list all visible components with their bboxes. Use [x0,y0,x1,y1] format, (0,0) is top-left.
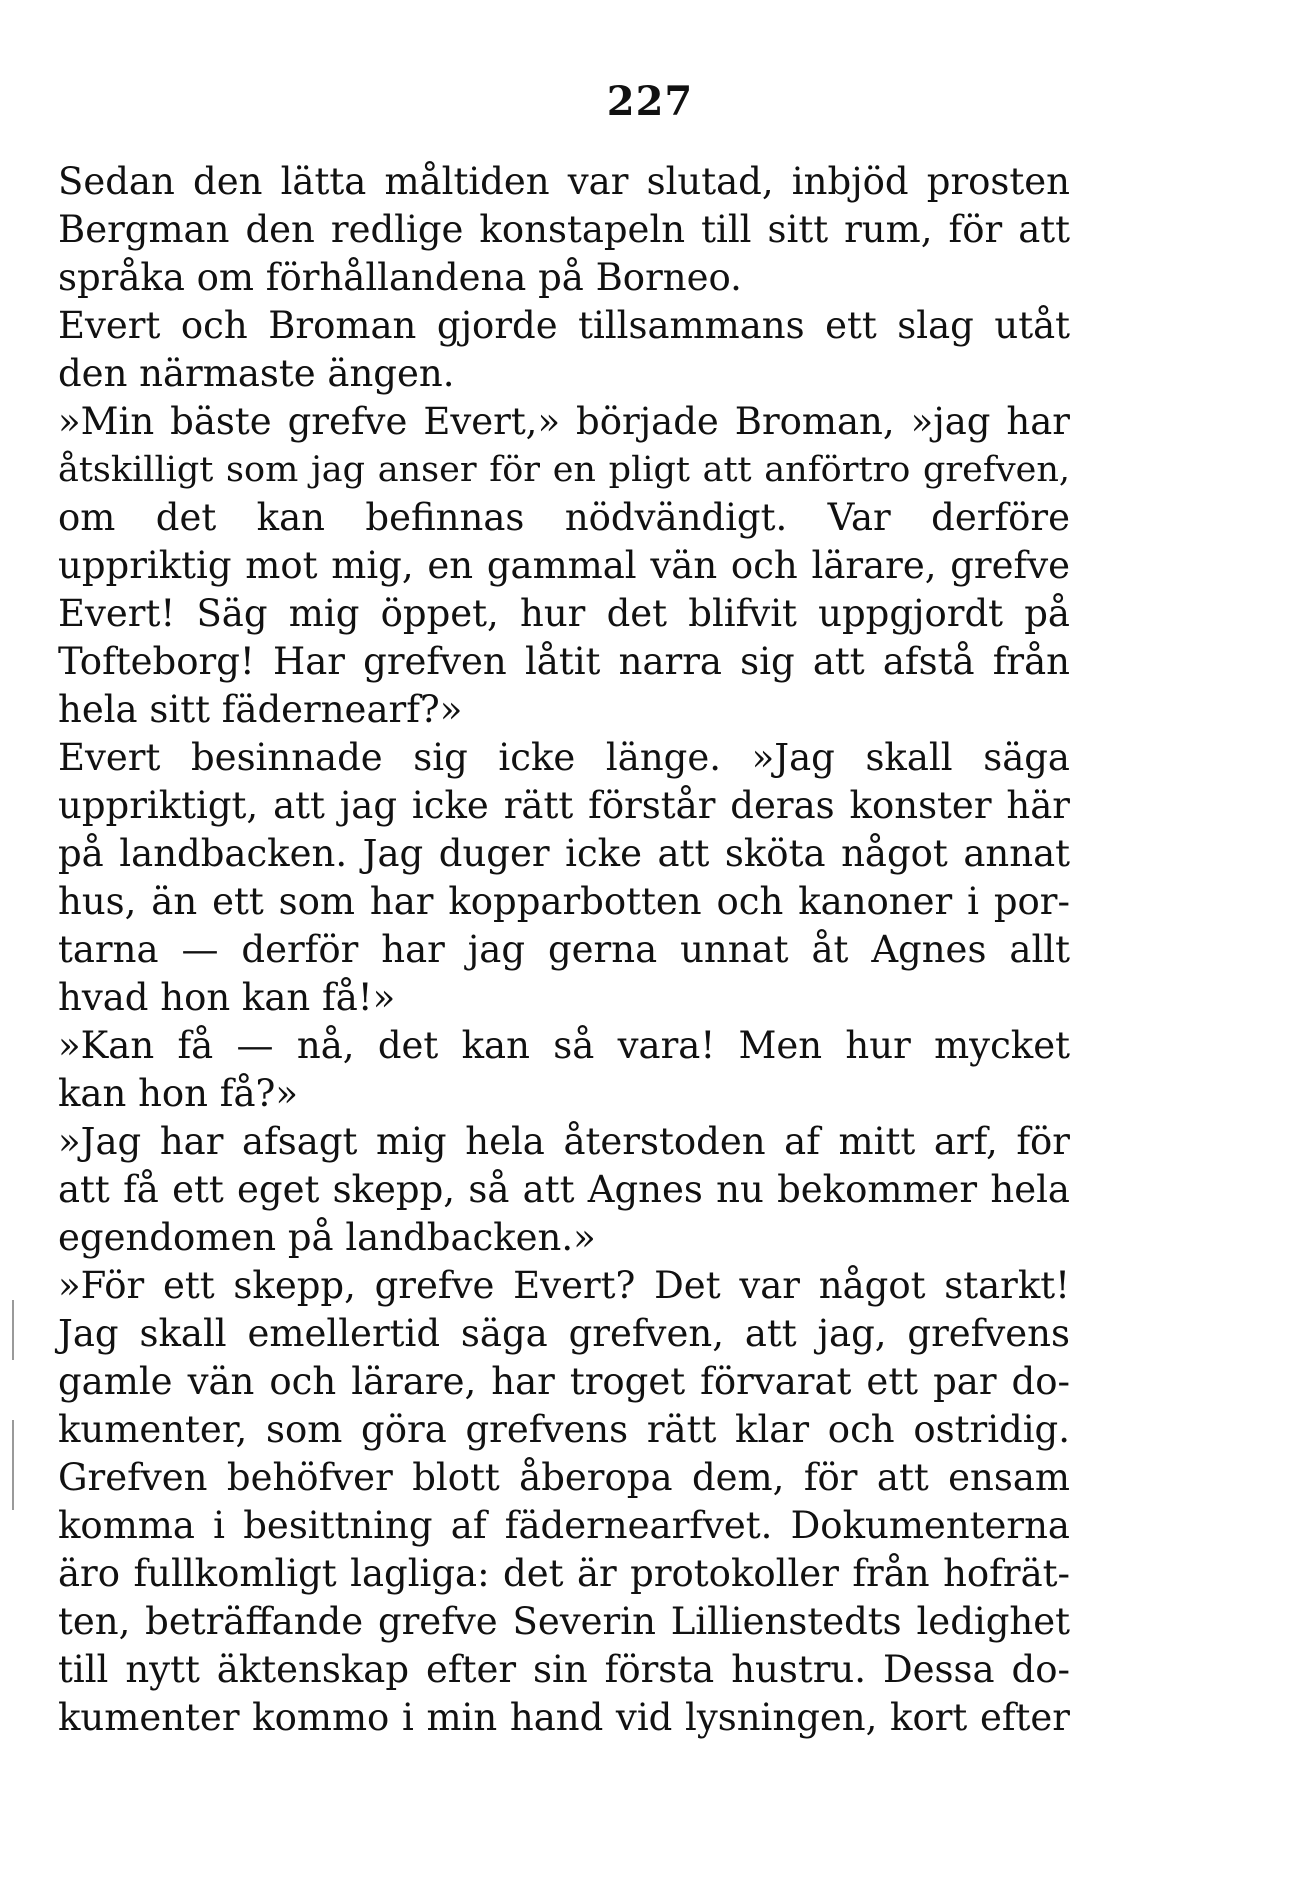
text-line: Grefven behöfver blott åberopa dem, för att ensam [58,1456,1070,1499]
text-line: gamle vän och lärare, har troget förvarat ett par do- [58,1360,1070,1403]
text-line: kan hon få?» [58,1072,298,1115]
text-line: att få ett eget skepp, så att Agnes nu bekommer hela [58,1168,1070,1211]
text-line: »Kan få — nå, det kan så vara! Men hur mycket [58,1024,1070,1067]
text-line: Sedan den lätta måltiden var slutad, inbjöd prosten [58,160,1070,203]
text-line: hus, än ett som har kopparbotten och kanoner i por- [58,880,1070,923]
text-line: om det kan befinnas nödvändigt. Var derföre [58,496,1070,539]
text-line: tarna — derför har jag gerna unnat åt Agnes allt [58,928,1070,971]
text-line: den närmaste ängen. [58,352,455,395]
margin-scan-mark [12,1420,14,1510]
text-line: egendomen på landbacken.» [58,1216,596,1259]
body-text [58,158,1070,1742]
text-line: åtskilligt som jag anser för en pligt att anförtro grefven, [58,450,1070,490]
text-line: äro fullkomligt lagliga: det är protokoller från hofrät- [58,1552,1070,1595]
text-line: till nytt äktenskap efter sin första hustru. Dessa do- [58,1648,1070,1691]
text-line: Evert och Broman gjorde tillsammans ett slag utåt [58,304,1070,347]
text-line: Evert! Säg mig öppet, hur det blifvit uppgjordt på [58,592,1070,635]
text-line: på landbacken. Jag duger icke att sköta något annat [58,832,1070,875]
margin-scan-mark [12,1300,14,1360]
text-line: kumenter, som göra grefvens rätt klar och ostridig. [58,1408,1070,1451]
text-line: komma i besittning af fädernearfvet. Dokumenterna [58,1504,1070,1547]
text-line: språka om förhållandena på Borneo. [58,256,742,299]
page-number: 227 [606,78,694,125]
text-line: »Min bäste grefve Evert,» började Broman, »jag har [58,400,1070,443]
text-line: Jag skall emellertid säga grefven, att jag, grefvens [58,1312,1070,1355]
text-line: uppriktigt, att jag icke rätt förstår deras konster här [58,784,1070,827]
text-line: Evert besinnade sig icke länge. »Jag skall säga [58,736,1070,779]
text-line: ten, beträffande grefve Severin Lillienstedts ledighet [58,1600,1070,1643]
text-line: hela sitt fädernearf?» [58,688,463,731]
text-line: kumenter kommo i min hand vid lysningen, kort efter [58,1696,1070,1739]
text-line: »För ett skepp, grefve Evert? Det var något starkt! [58,1264,1070,1307]
text-line: uppriktig mot mig, en gammal vän och lärare, grefve [58,544,1070,587]
text-line: hvad hon kan få!» [58,976,396,1019]
text-line: Bergman den redlige konstapeln till sitt rum, för att [58,208,1070,251]
text-line: »Jag har afsagt mig hela återstoden af mitt arf, för [58,1120,1070,1163]
text-line: Tofteborg! Har grefven låtit narra sig att afstå från [58,640,1070,683]
